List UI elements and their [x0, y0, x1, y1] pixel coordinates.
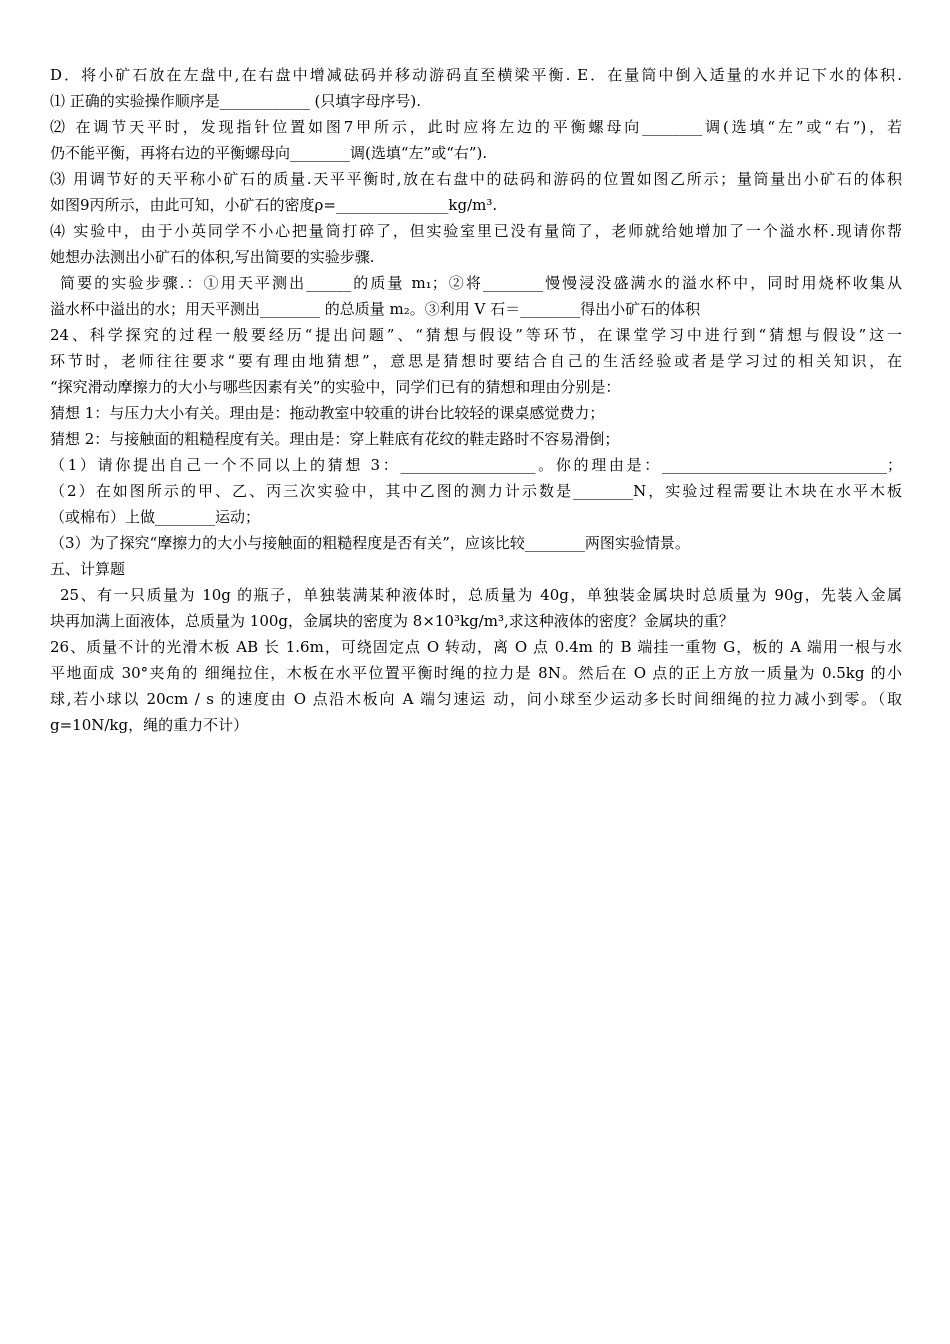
- q24-line-2: 环节时，老师往往要求“要有理由地猜想”，意思是猜想时要结合自己的生活经验或者是学习过的相关知识，在: [50, 352, 902, 370]
- q26-line-2: 平地面成 30°夹角的 细绳拉住，木板在水平位置平衡时绳的拉力是 8N。然后在 O 点的正上方放一质量为 0.5kg 的小: [50, 664, 902, 682]
- q2-balance-line-2: 仍不能平衡，再将右边的平衡螺母向________调(选填“左”或“右”).: [50, 144, 488, 162]
- section-heading-calc: 五、计算题: [50, 560, 126, 578]
- q26-line-1: 26、质量不计的光滑木板 AB 长 1.6m，可绕固定点 O 转动，离 O 点 0.4m 的 B 端挂一重物 G，板的 A 端用一根与水: [50, 638, 902, 656]
- q24-sub2-line-2: （或棉布）上做________运动；: [50, 508, 261, 526]
- steps-line-1: 简要的实验步骤.：①用天平测出______的质量 m₁；②将________慢慢浸没盛满水的溢水杯中，同时用烧杯收集从: [60, 274, 902, 292]
- q3-mass-line-1: ⑶ 用调节好的天平称小矿石的质量.天平平衡时,放在右盘中的砝码和游码的位置如图乙所示；量筒量出小矿石的体积: [50, 170, 902, 188]
- q25-line-1: 25、有一只质量为 10g 的瓶子，单独装满某种液体时，总质量为 40g，单独装金属块时总质量为 90g，先装入金属: [60, 586, 902, 604]
- q24-line-3: “探究滑动摩擦力的大小与哪些因素有关”的实验中，同学们已有的猜想和理由分别是：: [50, 378, 621, 396]
- q26-line-3: 球,若小球以 20cm / s 的速度由 O 点沿木板向 A 端匀速运 动，问小球至少运动多长时间细绳的拉力减小到零。（取: [50, 690, 902, 708]
- step-d-e-line: D．将小矿石放在左盘中,在右盘中增减砝码并移动游码直至横梁平衡. E．在量筒中倒入适量的水并记下水的体积.: [50, 66, 902, 84]
- guess-2-line: 猜想 2：与接触面的粗糙程度有关。理由是：穿上鞋底有花纹的鞋走路时不容易滑倒；: [50, 430, 620, 448]
- q3-mass-line-2: 如图9丙所示，由此可知，小矿石的密度ρ=_______________kg/m³.: [50, 196, 498, 214]
- q24-sub2-line-1: （2）在如图所示的甲、乙、丙三次实验中，其中乙图的测力计示数是________N，实验过程需要让木块在水平木板: [50, 482, 902, 500]
- q25-line-2: 块再加满上面液体，总质量为 100g，金属块的密度为 8×10³kg/m³,求这种液体的密度？金属块的重？: [50, 612, 734, 630]
- document-page: [50, 62, 902, 738]
- q26-line-4: g=10N/kg，绳的重力不计）: [50, 716, 249, 734]
- q2-balance-line-1: ⑵ 在调节天平时，发现指针位置如图7甲所示，此时应将左边的平衡螺母向________调(选填“左”或“右”)，若: [50, 118, 902, 136]
- q4-volume-line-2: 她想办法测出小矿石的体积,写出简要的实验步骤.: [50, 248, 375, 266]
- q24-sub3-line: （3）为了探究“摩擦力的大小与接触面的粗糙程度是否有关”，应该比较________两图实验情景。: [50, 534, 690, 552]
- q1-order-line: ⑴ 正确的实验操作顺序是____________ (只填字母序号).: [50, 92, 422, 110]
- q4-volume-line-1: ⑷ 实验中，由于小英同学不小心把量筒打碎了，但实验室里已没有量筒了，老师就给她增加了一个溢水杯.现请你帮: [50, 222, 902, 240]
- guess-1-line: 猜想 1：与压力大小有关。理由是：拖动教室中较重的讲台比较轻的课桌感觉费力；: [50, 404, 605, 422]
- q24-line-1: 24、科学探究的过程一般要经历“提出问题”、“猜想与假设”等环节，在课堂学习中进行到“猜想与假设”这一: [50, 326, 902, 344]
- steps-line-2: 溢水杯中溢出的水；用天平测出________ 的总质量 m₂。③利用 V 石＝________得出小矿石的体积: [50, 300, 701, 318]
- q24-sub1-line: （1）请你提出自己一个不同以上的猜想 3：__________________。你的理由是：______________________________；: [50, 456, 902, 474]
